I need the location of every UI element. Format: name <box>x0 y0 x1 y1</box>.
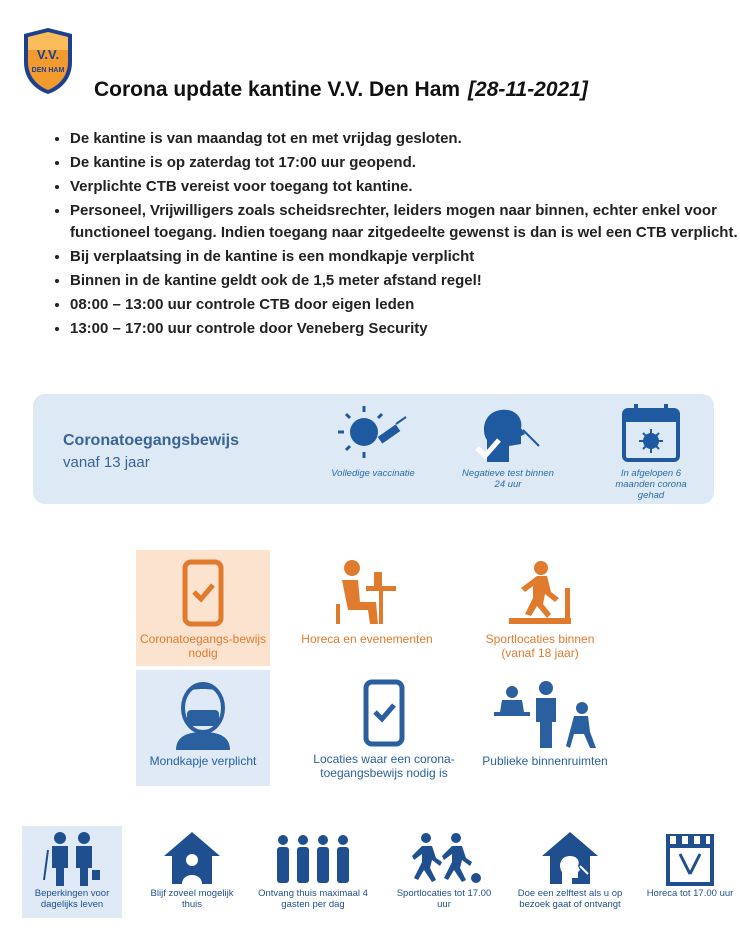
bottom-item-four-guests <box>256 826 370 918</box>
ctb-caption: In afgelopen 6 maanden corona gehad <box>615 468 687 501</box>
bottom-item-self-test <box>506 826 634 918</box>
rule-item: • Verplichte CTB vereist voor toegang tot kantine. <box>70 176 740 198</box>
bottom-caption: Sportlocaties tot 17.00 uur <box>396 888 492 910</box>
rule-item: • Binnen in de kantine geldt ook de 1,5 meter afstand regel! <box>70 270 740 292</box>
bottom-item-sport <box>394 826 494 918</box>
sport-running-icon <box>406 830 482 886</box>
bottom-caption: Blijf zoveel mogelijk thuis <box>150 888 234 910</box>
calendar-virus-icon <box>616 402 686 464</box>
rule-item: • 13:00 – 17:00 uur controle door Veneberg Security <box>70 318 740 340</box>
sport-indoor-icon <box>503 558 577 628</box>
bottom-caption: Ontvang thuis maximaal 4 gasten per dag <box>258 888 368 910</box>
tile-face-mask <box>136 670 270 786</box>
rule-item: • De kantine is op zaterdag tot 17:00 uur geopend. <box>70 152 740 174</box>
tile-caption: Sportlocaties binnen (vanaf 18 jaar) <box>485 632 595 660</box>
tile-caption: Horeca en evenementen <box>301 632 433 646</box>
logo-top-text: V.V. <box>36 47 60 62</box>
ctb-item-test <box>458 402 558 490</box>
page-title <box>94 78 588 102</box>
phone-check-icon <box>356 678 412 748</box>
ctb-subtitle: vanaf 13 jaar <box>63 454 150 471</box>
tile-public-indoor <box>480 670 610 786</box>
tile-caption: Publieke binnenruimten <box>482 754 608 768</box>
bottom-item-restrictions <box>22 826 122 918</box>
ctb-panel <box>33 394 714 504</box>
ctb-title: Coronatoegangsbewijs <box>63 432 240 449</box>
shop-horeca-icon <box>660 830 720 886</box>
test-swab-icon <box>473 402 543 464</box>
bottom-caption: Horeca tot 17.00 uur <box>646 888 734 899</box>
ctb-caption: Volledige vaccinatie <box>331 468 415 479</box>
ctb-item-vaccination <box>323 402 423 479</box>
tile-caption: Mondkapje verplicht <box>149 754 257 768</box>
tile-horeca <box>300 550 434 666</box>
four-guests-icon <box>273 830 353 886</box>
virus-syringe-icon <box>338 402 408 464</box>
title-text: Corona update kantine V.V. Den Ham <box>94 78 461 101</box>
bottom-item-horeca <box>640 826 740 918</box>
restrictions-icon <box>42 830 102 886</box>
tile-ctb-locations <box>296 670 472 786</box>
self-test-home-icon <box>540 830 600 886</box>
ctb-item-recovered <box>601 402 701 501</box>
ctb-caption: Negatieve test binnen 24 uur <box>462 468 554 490</box>
face-mask-icon <box>168 678 238 750</box>
rule-item: • 08:00 – 13:00 uur controle CTB door eigen leden <box>70 294 740 316</box>
club-logo <box>22 26 74 96</box>
tile-caption: Coronatoegangs-bewijs nodig <box>139 632 267 660</box>
tile-sport-indoor <box>470 550 610 666</box>
tile-ctb-required <box>136 550 270 666</box>
rule-item: • De kantine is van maandag tot en met vrijdag gesloten. <box>70 128 740 150</box>
rules-list <box>46 128 740 342</box>
home-person-icon <box>162 830 222 886</box>
bottom-caption: Doe een zelftest als u op bezoek gaat of ontvangt <box>517 888 623 910</box>
title-date: [28-11-2021] <box>468 78 588 101</box>
rule-item: • Bij verplaatsing in de kantine is een mondkapje verplicht <box>70 246 740 268</box>
public-indoor-icon <box>490 678 600 750</box>
bottom-item-stay-home <box>142 826 242 918</box>
tile-caption: Locaties waar een corona-toegangsbewijs nodig is <box>313 752 455 780</box>
phone-check-icon <box>175 558 231 628</box>
logo-bottom-text: DEN HAM <box>31 67 65 74</box>
bottom-caption: Beperkingen voor dagelijks leven <box>34 888 110 910</box>
rule-item: • Personeel, Vrijwilligers zoals scheidsrechter, leiders mogen naar binnen, echter enkel voor functioneel toegang. Indien toegang naar zitgedeelte gewenst is dan is wel een CTB verplicht. <box>70 200 740 244</box>
horeca-icon <box>330 558 404 628</box>
